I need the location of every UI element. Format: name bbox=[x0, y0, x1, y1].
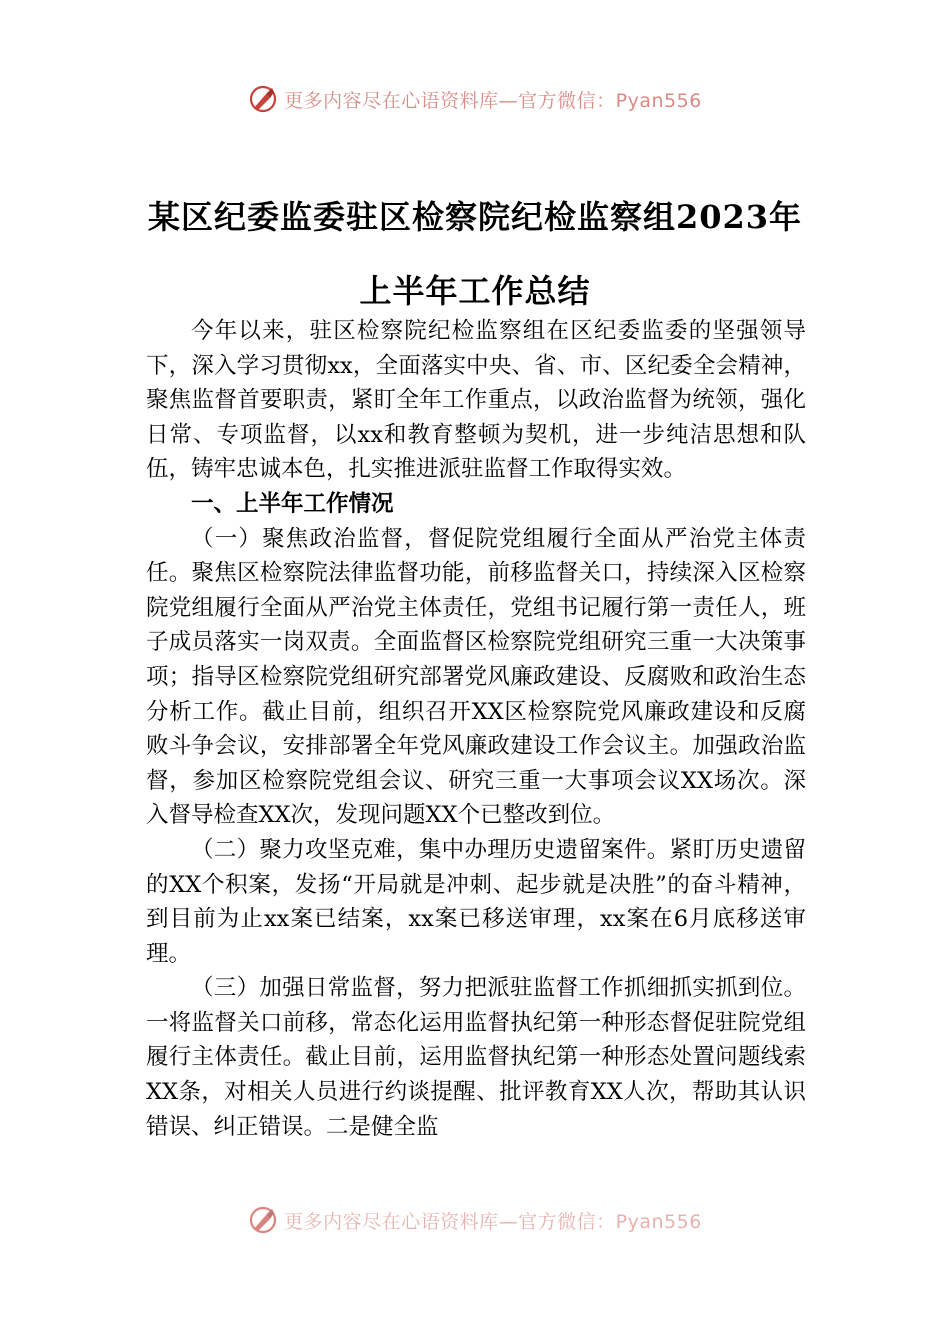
intro-paragraph: 今年以来，驻区检察院纪检监察组在区纪委监委的坚强领导下，深入学习贯彻xx，全面落实中央、省、市、区纪委全会精神，聚焦监督首要职责，紧盯全年工作重点，以政治监督为统领，强化日常、专项监督，以xx和教育整顿为契机，进一步纯洁思想和队伍，铸牢忠诚本色，扎实推进派驻监督工作取得实效。 bbox=[146, 318, 806, 483]
document-title: 某区纪委监委驻区检察院纪检监察组2023年上半年工作总结 bbox=[147, 198, 803, 310]
body-paragraph-2: （二）聚力攻坚克难，集中办理历史遗留案件。紧盯历史遗留的XX个积案，发扬“开局就是冲刺、起步就是决胜”的奋斗精神，到目前为止xx案已结案，xx案已移送审理，xx案在6月底移送审理。 bbox=[146, 836, 806, 967]
watermark-text: 更多内容尽在心语资料库—官方微信：Pyan556 bbox=[284, 1210, 702, 1233]
footer-watermark bbox=[0, 1205, 950, 1235]
pen-nib-logo-icon bbox=[248, 84, 278, 114]
watermark-text: 更多内容尽在心语资料库—官方微信：Pyan556 bbox=[284, 89, 702, 112]
body-paragraph-3: （三）加强日常监督，努力把派驻监督工作抓细抓实抓到位。一将监督关口前移，常态化运用监督执纪第一种形态督促驻院党组履行主体责任。截止目前，运用监督执纪第一种形态处置问题线索XX条，对相关人员进行约谈提醒、批评教育XX人次，帮助其认识错误、纠正错误。二是健全监 bbox=[146, 975, 806, 1140]
section-heading: 一、上半年工作情况 bbox=[191, 490, 394, 517]
pen-nib-logo-icon bbox=[248, 1205, 278, 1235]
header-watermark bbox=[0, 84, 950, 114]
document-body bbox=[146, 314, 806, 1144]
body-paragraph-1: （一）聚焦政治监督，督促院党组履行全面从严治党主体责任。聚焦区检察院法律监督功能，前移监督关口，持续深入区检察院党组履行全面从严治党主体责任，党组书记履行第一责任人，班子成员落实一岗双责。全面监督区检察院党组研究三重一大决策事项；指导区检察院党组研究部署党风廉政建设、反腐败和政治生态分析工作。截止目前，组织召开XX区检察院党风廉政建设和反腐败斗争会议，安排部署全年党风廉政建设工作会议主。加强政治监督，参加区检察院党组会议、研究三重一大事项会议XX场次。深入督导检查XX次，发现问题XX个已整改到位。 bbox=[146, 525, 806, 829]
